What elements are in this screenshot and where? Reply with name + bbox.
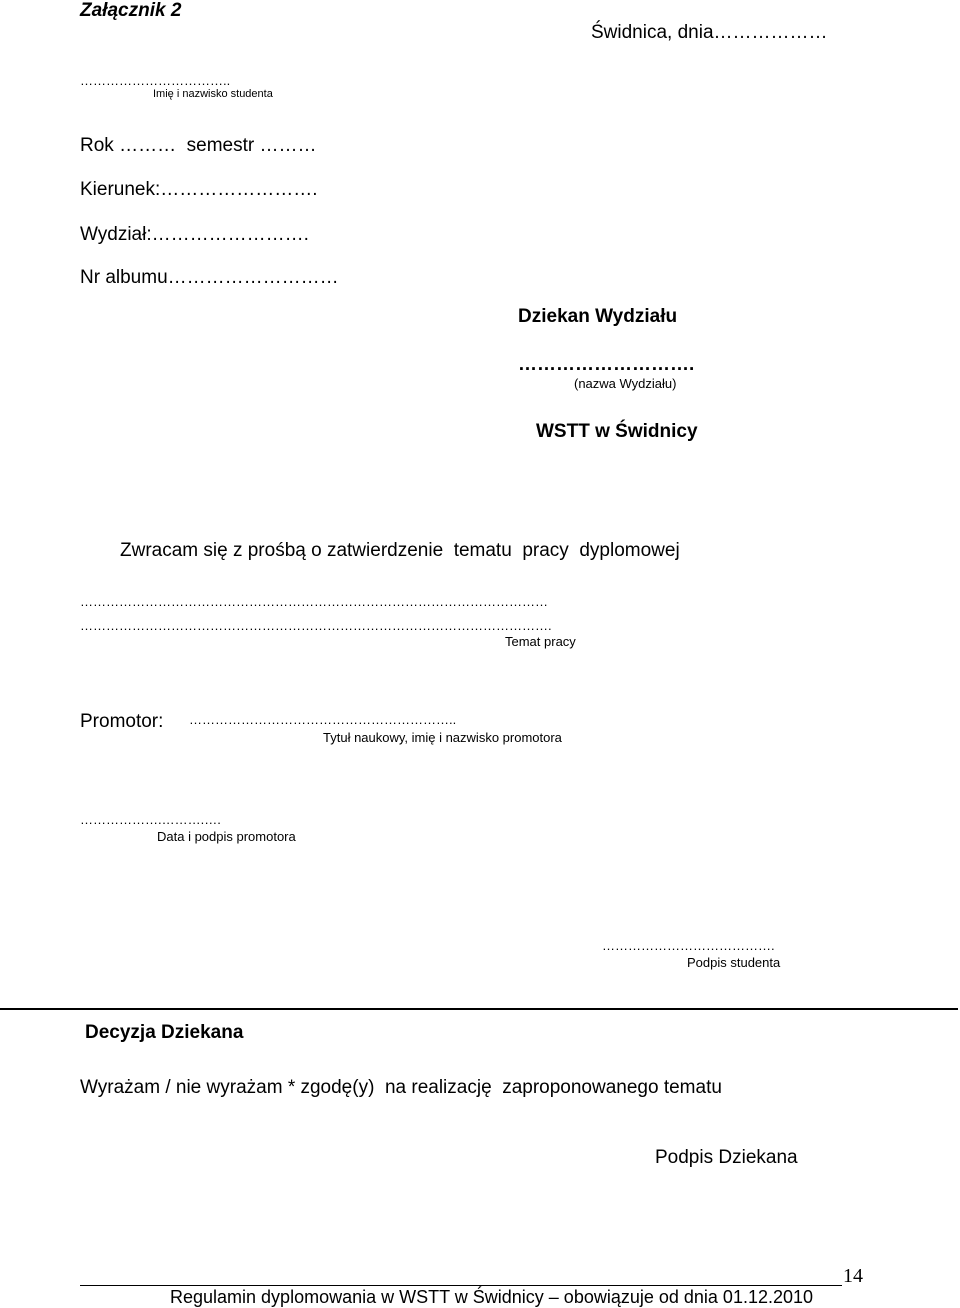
- place-date-field: Świdnica, dnia………………: [591, 22, 828, 43]
- request-text: Zwracam się z prośbą o zatwierdzenie tematu pracy dyplomowej: [120, 540, 680, 561]
- decision-heading: Decyzja Dziekana: [85, 1022, 244, 1043]
- school-name: WSTT w Świdnicy: [536, 421, 698, 442]
- album-number-field: Nr albumu………………………: [80, 267, 339, 288]
- page-number: 14: [843, 1265, 863, 1287]
- section-divider: [0, 1008, 958, 1010]
- footer-text: Regulamin dyplomowania w WSTT w Świdnicy – obowiązuje od dnia 01.12.2010: [170, 1287, 814, 1307]
- student-name-caption: Imię i nazwisko studenta: [153, 88, 273, 100]
- faculty-name-caption: (nazwa Wydziału): [574, 376, 677, 391]
- footer-rule: [80, 1285, 842, 1286]
- faculty-name-dots: ……………………….: [518, 354, 695, 375]
- promoter-dots: ……………………………………………………..: [189, 712, 457, 727]
- student-signature-caption: Podpis studenta: [687, 955, 781, 970]
- promoter-label: Promotor:: [80, 711, 164, 732]
- promoter-signature-dots: ……………….……….….: [80, 812, 221, 827]
- student-signature-dots: ………………………………….: [602, 938, 775, 953]
- student-name-dots: ……………………………..: [80, 73, 231, 88]
- topic-caption: Temat pracy: [505, 634, 576, 649]
- dean-signature-label: Podpis Dziekana: [655, 1147, 798, 1168]
- faculty-field: Wydział:…………………….: [80, 224, 309, 245]
- dean-heading: Dziekan Wydziału: [518, 306, 678, 327]
- promoter-signature-caption: Data i podpis promotora: [157, 829, 296, 844]
- year-semester-field: Rok ……… semestr ………: [80, 135, 317, 156]
- topic-line-1: ………………………………………………………………………………………………: [80, 595, 548, 608]
- topic-line-2: ……………………………………………………………………………………………….: [80, 619, 552, 632]
- field-of-study-field: Kierunek:…………………….: [80, 179, 318, 200]
- attachment-label: Załącznik 2: [80, 0, 182, 21]
- promoter-caption: Tytuł naukowy, imię i nazwisko promotora: [323, 730, 562, 745]
- decision-text: Wyrażam / nie wyrażam * zgodę(y) na realizację zaproponowanego tematu: [80, 1077, 722, 1098]
